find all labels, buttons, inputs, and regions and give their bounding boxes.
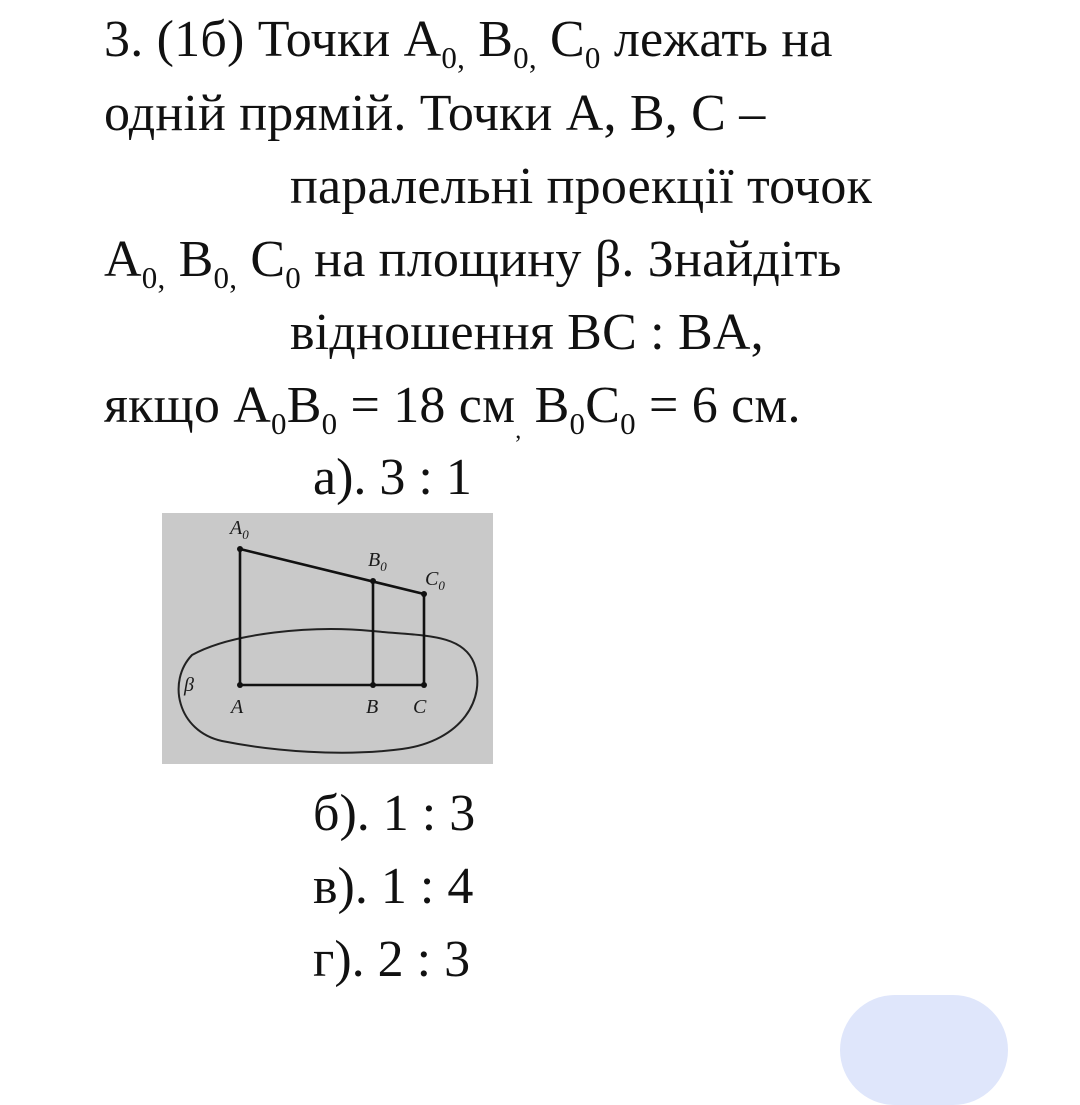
point-b [370, 682, 376, 688]
answer-option-c: в). 1 : 4 [313, 858, 474, 915]
text-segment: лежать на [613, 11, 833, 68]
answer-option-a: а). 3 : 1 [313, 449, 472, 506]
floating-action-button[interactable] [840, 995, 1008, 1105]
subscript: 0 [285, 260, 301, 295]
text-segment: = 6 см. [649, 377, 801, 434]
text-segment: B [286, 377, 322, 434]
text-segment: B [478, 11, 514, 68]
point-c [421, 682, 427, 688]
subscript: 0 [569, 406, 586, 441]
subscript: , [515, 418, 522, 444]
subscript: 0 [584, 40, 601, 75]
label-a0: $A_0$ [230, 517, 249, 542]
problem-line-3: паралельні проекції точок [290, 158, 873, 215]
point-b0 [370, 578, 376, 584]
answer-option-d: г). 2 : 3 [313, 931, 471, 988]
text-segment: якщо A [104, 377, 271, 434]
text-segment: C [250, 231, 286, 288]
point-c0 [421, 591, 427, 597]
subscript: 0, [441, 40, 466, 75]
text-segment: Точки A [257, 11, 442, 68]
text-segment: B [534, 377, 570, 434]
problem-points: (1б) [156, 11, 245, 68]
subscript: 0, [141, 260, 166, 295]
line-a0-c0 [240, 549, 424, 594]
projection-figure [162, 513, 493, 764]
subscript: 0, [513, 40, 537, 75]
text-segment: B [178, 231, 214, 288]
label-b: B [366, 696, 379, 718]
subscript: 0, [213, 260, 238, 295]
problem-line-5: відношення BC : BA, [290, 304, 764, 361]
text-segment: C [550, 11, 585, 68]
figure-svg [162, 513, 493, 764]
answer-option-b: б). 1 : 3 [313, 785, 476, 842]
text-segment: = 18 см [350, 377, 516, 434]
problem-line-6 [104, 376, 801, 444]
problem-line-2: одній прямій. Точки A, B, C – [104, 85, 766, 142]
subscript: 0 [620, 406, 636, 441]
text-segment: A [104, 231, 142, 288]
problem-line-4 [104, 230, 842, 295]
label-plane-beta: β [184, 674, 194, 696]
label-c: C [413, 696, 427, 718]
plane-beta-outline [179, 629, 478, 753]
text-segment: C [585, 377, 621, 434]
label-c0: $C_0$ [425, 568, 445, 593]
subscript: 0 [321, 406, 338, 441]
text-segment: на площину β. Знайдіть [314, 231, 842, 288]
label-b0: $B_0$ [368, 549, 387, 574]
point-a [237, 682, 243, 688]
subscript: 0 [270, 406, 287, 441]
problem-line-1 [104, 10, 833, 75]
label-a: A [231, 696, 244, 718]
problem-number: 3. [104, 11, 144, 68]
point-a0 [237, 546, 243, 552]
